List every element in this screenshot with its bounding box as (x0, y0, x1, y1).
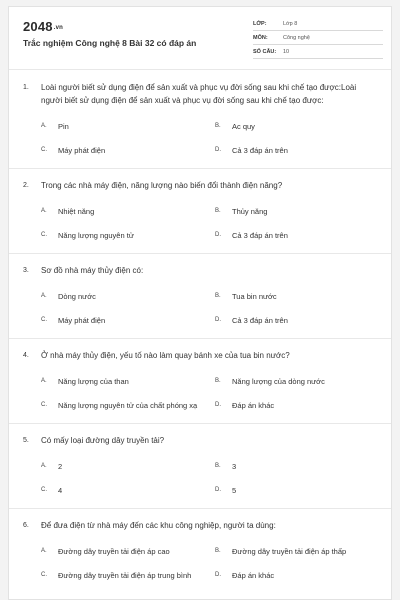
option-letter: D. (215, 486, 221, 493)
option-text: Máy phát điện (58, 145, 106, 155)
option-text: Đường dây truyền tải điện áp trung bình (58, 570, 192, 580)
answer-option[interactable] (41, 393, 215, 417)
question-text: Loài người biết sử dụng điện để sản xuất và phục vụ đời sống sau khi chế tạo được:Loài người biết sử dụng điện để sản xuất và phục vụ đời sống sau khi chế tạo được: (41, 83, 357, 105)
question-divider (9, 168, 391, 169)
option-text: 5 (232, 485, 237, 495)
answer-option[interactable] (41, 539, 215, 563)
option-text: Đường dây truyền tải điện áp thấp (232, 546, 347, 556)
answer-option[interactable] (215, 369, 389, 393)
option-text: Năng lượng nguyên tử của chất phóng xạ (58, 400, 198, 410)
question-divider (9, 508, 391, 509)
question-text: Sơ đồ nhà máy thủy điện có: (41, 266, 144, 275)
option-text: Nhiệt năng (58, 206, 95, 216)
answer-option[interactable] (215, 563, 389, 587)
option-text: Cả 3 đáp án trên (232, 230, 288, 240)
question-item (9, 81, 391, 162)
option-text: Dòng nước (58, 291, 96, 301)
answer-options (41, 114, 377, 162)
question-header (23, 179, 377, 192)
option-text: Năng lượng của than (58, 376, 129, 386)
meta-row-count (253, 45, 383, 59)
option-letter: B. (215, 377, 221, 384)
question-item (9, 349, 391, 417)
answer-option[interactable] (41, 308, 215, 332)
answer-option[interactable] (41, 454, 215, 478)
option-letter: D. (215, 571, 221, 578)
question-header (23, 264, 377, 277)
option-text: Năng lượng của dòng nước (232, 376, 325, 386)
option-letter: C. (41, 571, 47, 578)
answer-options (41, 539, 377, 587)
option-letter: A. (41, 547, 47, 554)
answer-option[interactable] (215, 114, 389, 138)
question-divider (9, 253, 391, 254)
meta-value: 10 (283, 48, 290, 55)
question-number: 5. (23, 437, 29, 444)
answer-option[interactable] (41, 563, 215, 587)
question-number: 3. (23, 267, 29, 274)
question-item (9, 434, 391, 502)
answer-option[interactable] (41, 369, 215, 393)
option-letter: B. (215, 547, 221, 554)
question-divider (9, 338, 391, 339)
option-letter: D. (215, 231, 221, 238)
option-letter: A. (41, 377, 47, 384)
header-divider (9, 69, 391, 70)
question-item (9, 264, 391, 332)
document-header (9, 7, 391, 69)
option-text: Đáp án khác (232, 400, 275, 410)
option-letter: C. (41, 486, 47, 493)
question-header (23, 349, 377, 362)
question-item (9, 179, 391, 247)
document-page (8, 6, 392, 600)
option-letter: A. (41, 292, 47, 299)
answer-option[interactable] (215, 284, 389, 308)
answer-options (41, 369, 377, 417)
question-header (23, 519, 377, 532)
option-text: Cả 3 đáp án trên (232, 145, 288, 155)
option-text: Máy phát điện (58, 315, 106, 325)
option-letter: C. (41, 316, 47, 323)
question-list (9, 81, 391, 587)
option-letter: A. (41, 462, 47, 469)
option-letter: B. (215, 207, 221, 214)
meta-row-subject (253, 31, 383, 45)
option-letter: A. (41, 207, 47, 214)
meta-value: Lớp 8 (283, 20, 298, 27)
option-letter: D. (215, 401, 221, 408)
answer-option[interactable] (41, 199, 215, 223)
option-text: Ac quy (232, 121, 255, 131)
answer-option[interactable] (41, 478, 215, 502)
answer-options (41, 454, 377, 502)
logo-suffix: .vn (53, 24, 64, 31)
option-letter: B. (215, 122, 221, 129)
option-text: Đáp án khác (232, 570, 275, 580)
meta-table (253, 17, 383, 59)
answer-option[interactable] (215, 478, 389, 502)
option-letter: C. (41, 231, 47, 238)
answer-option[interactable] (215, 138, 389, 162)
answer-option[interactable] (41, 114, 215, 138)
meta-label: LỚP: (253, 20, 267, 27)
document-title: Trắc nghiệm Công nghệ 8 Bài 32 có đáp án (23, 38, 197, 48)
answer-options (41, 199, 377, 247)
option-text: 4 (58, 485, 63, 495)
option-text: Pin (58, 121, 69, 131)
option-text: Đường dây truyền tải điện áp cao (58, 546, 170, 556)
answer-option[interactable] (215, 393, 389, 417)
answer-option[interactable] (215, 539, 389, 563)
option-text: Năng lượng nguyên tử (58, 230, 134, 240)
option-text: 3 (232, 461, 237, 471)
answer-option[interactable] (215, 454, 389, 478)
question-number: 2. (23, 182, 29, 189)
option-letter: C. (41, 146, 47, 153)
option-letter: A. (41, 122, 47, 129)
question-text: Trong các nhà máy điện, năng lượng nào biến đổi thành điện năng? (41, 181, 283, 190)
question-number: 1. (23, 84, 29, 91)
option-text: Thủy năng (232, 206, 268, 216)
answer-option[interactable] (215, 199, 389, 223)
answer-option[interactable] (41, 284, 215, 308)
question-number: 4. (23, 352, 29, 359)
option-letter: B. (215, 462, 221, 469)
answer-option[interactable] (215, 308, 389, 332)
answer-option[interactable] (41, 223, 215, 247)
site-logo[interactable] (23, 19, 63, 34)
answer-option[interactable] (215, 223, 389, 247)
logo-text: 2048 (23, 19, 53, 34)
question-text: Ở nhà máy thủy điện, yếu tố nào làm quay bánh xe của tua bin nước? (41, 351, 290, 360)
question-text: Có mấy loại đường dây truyền tải? (41, 436, 165, 445)
option-letter: C. (41, 401, 47, 408)
question-text: Để đưa điện từ nhà máy đến các khu công nghiệp, người ta dùng: (41, 521, 276, 530)
meta-label: MÔN: (253, 34, 268, 41)
question-header (23, 434, 377, 447)
meta-label: SỐ CÂU: (253, 48, 277, 55)
option-letter: B. (215, 292, 221, 299)
option-letter: D. (215, 316, 221, 323)
meta-row-class (253, 17, 383, 31)
option-text: Tua bin nước (232, 291, 277, 301)
question-number: 6. (23, 522, 29, 529)
option-letter: D. (215, 146, 221, 153)
option-text: Cả 3 đáp án trên (232, 315, 288, 325)
meta-value: Công nghệ (283, 34, 310, 41)
answer-options (41, 284, 377, 332)
question-divider (9, 423, 391, 424)
question-header (23, 81, 377, 107)
question-item (9, 519, 391, 587)
answer-option[interactable] (41, 138, 215, 162)
option-text: 2 (58, 461, 63, 471)
